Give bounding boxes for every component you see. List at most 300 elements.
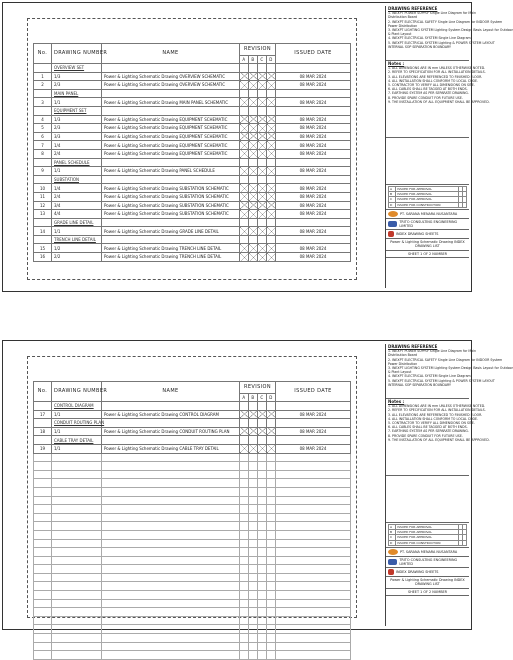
group-name-cell: [102, 89, 240, 98]
reference-line: Power Distribution: [388, 361, 418, 366]
blank-row: [34, 599, 351, 608]
rev-col-b: B: [249, 394, 258, 402]
blank-cell: [52, 462, 102, 471]
revision-cross-mark: [240, 167, 249, 176]
note-line: 4. ALL INSTALLATION SHALL CONFORM TO LOCAL CODE.: [388, 416, 479, 421]
blank-cell: [240, 453, 249, 462]
row-drawing-number: 2/3: [52, 124, 102, 133]
row-name: Power & Lighting Schematic Drawing CONTROL DIAGRAM: [102, 410, 240, 419]
revision-cross-mark: [258, 427, 267, 436]
revision-cross-mark: [267, 141, 276, 150]
client-logo-row: [386, 568, 469, 577]
blank-row: [34, 470, 351, 479]
revision-cross-mark: [240, 72, 249, 81]
revision-cell: [267, 89, 276, 98]
row-no: 18: [34, 427, 52, 436]
group-date-cell: [276, 158, 351, 167]
row-issued-date: 08 MAR 2024: [276, 98, 351, 107]
blank-row: [34, 479, 351, 488]
blank-cell: [34, 513, 52, 522]
group-name-cell: [102, 419, 240, 428]
row-no: 13: [34, 210, 52, 219]
col-no: No.: [34, 44, 52, 64]
blank-cell: [34, 616, 52, 625]
consultant-logo-icon: [388, 559, 397, 565]
blank-row: [34, 487, 351, 496]
blank-cell: [267, 582, 276, 591]
row-issued-date: 08 MAR 2024: [276, 253, 351, 262]
blank-cell: [276, 608, 351, 617]
revision-cross-mark: [258, 115, 267, 124]
blank-cell: [52, 556, 102, 565]
row-issued-date: 08 MAR 2024: [276, 192, 351, 201]
blank-cell: [102, 591, 240, 600]
col-issued-date: ISSUED DATE: [276, 382, 351, 402]
blank-cell: [34, 479, 52, 488]
revision-cross-mark: [267, 410, 276, 419]
group-label: CABLE TRAY DETAIL: [52, 436, 102, 445]
row-drawing-number: 1/4: [52, 141, 102, 150]
revision-cross-mark: [258, 81, 267, 90]
blank-cell: [276, 599, 351, 608]
row-no: 19: [34, 444, 52, 453]
revision-cross-mark: [258, 444, 267, 453]
group-date-cell: [276, 64, 351, 73]
row-issued-date: 08 MAR 2024: [276, 210, 351, 219]
company-name: PT. SARANA MENARA NUSANTARA: [400, 549, 458, 554]
revision-cross-mark: [240, 253, 249, 262]
note-line: 2. REFER TO SPECIFICATION FOR ALL INSTALLATION DETAILS.: [388, 408, 486, 413]
reference-line: Distribution Board: [388, 353, 417, 358]
blank-cell: [267, 548, 276, 557]
revision-cross-mark: [267, 244, 276, 253]
drawing-index-table: [33, 43, 351, 262]
group-label: CONTROL DIAGRAM: [52, 402, 102, 411]
note-line: 6. ALL CABLES SHALL BE TAGGED AT BOTH ENDS.: [388, 425, 468, 430]
blank-cell: [102, 479, 240, 488]
blank-row: [34, 453, 351, 462]
row-no: 8: [34, 149, 52, 158]
blank-cell: [258, 462, 267, 471]
row-name: Power & Lighting Schematic Drawing CABLE TRAY DETAIL: [102, 444, 240, 453]
blank-cell: [258, 616, 267, 625]
row-name: Power & Lighting Schematic Drawing SUBSTATION SCHEMATIC: [102, 192, 240, 201]
blank-row: [34, 642, 351, 651]
group-no-cell: [34, 235, 52, 244]
group-row: [34, 175, 351, 184]
row-name: Power & Lighting Schematic Drawing EQUIPMENT SCHEMATIC: [102, 149, 240, 158]
table-row: [34, 124, 351, 133]
group-no-cell: [34, 106, 52, 115]
revision-cross-mark: [240, 244, 249, 253]
revision-cross-mark: [240, 184, 249, 193]
blank-cell: [240, 582, 249, 591]
row-issued-date: 08 MAR 2024: [276, 132, 351, 141]
revision-cross-mark: [240, 124, 249, 133]
row-drawing-number: 1/1: [52, 98, 102, 107]
blank-row: [34, 505, 351, 514]
blank-row: [34, 582, 351, 591]
revision-cross-mark: [267, 227, 276, 236]
revision-cross-mark: [240, 81, 249, 90]
blank-cell: [258, 556, 267, 565]
revision-chk: [462, 540, 466, 545]
revision-cell: [240, 175, 249, 184]
blank-cell: [267, 530, 276, 539]
blank-cell: [102, 634, 240, 643]
blank-cell: [249, 591, 258, 600]
group-name-cell: [102, 402, 240, 411]
row-drawing-number: 1/1: [52, 410, 102, 419]
blank-cell: [276, 634, 351, 643]
blank-cell: [240, 591, 249, 600]
blank-cell: [267, 513, 276, 522]
consultant-name: TRITO CONSULTING ENGINEERING LIMITED: [399, 219, 458, 229]
blank-row: [34, 530, 351, 539]
blank-cell: [267, 462, 276, 471]
group-label: MAIN PANEL: [52, 89, 102, 98]
table-row: [34, 192, 351, 201]
group-date-cell: [276, 419, 351, 428]
blank-cell: [276, 530, 351, 539]
revision-cross-mark: [258, 141, 267, 150]
note-line: 5. CONTRACTOR TO VERIFY ALL DIMENSIONS ON SITE.: [388, 421, 475, 426]
row-name: Power & Lighting Schematic Drawing EQUIPMENT SCHEMATIC: [102, 124, 240, 133]
revision-cell: [240, 64, 249, 73]
revision-cross-mark: [258, 149, 267, 158]
reference-line: 1. INEXPT POWER SUPPLY Single Line Diagram for Main: [388, 11, 476, 16]
blank-row: [34, 496, 351, 505]
group-date-cell: [276, 218, 351, 227]
revision-cell: [249, 64, 258, 73]
row-drawing-number: 3/3: [52, 132, 102, 141]
index-frame: [27, 356, 357, 618]
consultant-logo-icon: [388, 221, 397, 227]
blank-cell: [267, 479, 276, 488]
group-date-cell: [276, 106, 351, 115]
group-name-cell: [102, 175, 240, 184]
blank-cell: [240, 573, 249, 582]
group-no-cell: [34, 89, 52, 98]
revision-cell: [240, 436, 249, 445]
blank-cell: [34, 599, 52, 608]
blank-cell: [249, 616, 258, 625]
revision-cell: [240, 158, 249, 167]
blank-cell: [52, 608, 102, 617]
drawing-reference-title: DRAWING REFERENCE: [388, 344, 438, 349]
blank-cell: [52, 522, 102, 531]
row-no: 12: [34, 201, 52, 210]
revision-cross-mark: [240, 141, 249, 150]
blank-cell: [276, 556, 351, 565]
group-label: GRADE LINE DETAIL: [52, 218, 102, 227]
blank-cell: [249, 548, 258, 557]
revision-cell: [267, 436, 276, 445]
blank-cell: [34, 608, 52, 617]
blank-cell: [34, 522, 52, 531]
revision-cell: [240, 89, 249, 98]
row-issued-date: 08 MAR 2024: [276, 72, 351, 81]
blank-cell: [267, 496, 276, 505]
revision-cross-mark: [240, 132, 249, 141]
revision-cross-mark: [249, 132, 258, 141]
blank-cell: [267, 608, 276, 617]
revision-cell: [249, 218, 258, 227]
revision-cell: [249, 402, 258, 411]
blank-cell: [34, 573, 52, 582]
row-drawing-number: 1/3: [52, 72, 102, 81]
note-line: 4. ALL INSTALLATION SHALL CONFORM TO LOCAL CODE.: [388, 78, 479, 83]
row-drawing-number: 3/4: [52, 201, 102, 210]
group-no-cell: [34, 218, 52, 227]
revision-cross-mark: [240, 427, 249, 436]
blank-cell: [267, 505, 276, 514]
revision-cell: [267, 175, 276, 184]
blank-cell: [249, 530, 258, 539]
row-drawing-number: 2/4: [52, 149, 102, 158]
revision-cross-mark: [249, 192, 258, 201]
table-row: [34, 444, 351, 453]
blank-cell: [52, 548, 102, 557]
group-no-cell: [34, 402, 52, 411]
blank-cell: [52, 539, 102, 548]
revision-cell: [258, 402, 267, 411]
blank-cell: [276, 625, 351, 634]
blank-cell: [258, 548, 267, 557]
revision-cross-mark: [249, 141, 258, 150]
revision-cross-mark: [258, 184, 267, 193]
row-drawing-number: 1/2: [52, 244, 102, 253]
row-drawing-number: 1/1: [52, 444, 102, 453]
group-row: [34, 106, 351, 115]
blank-cell: [34, 548, 52, 557]
row-no: 16: [34, 253, 52, 262]
blank-cell: [249, 582, 258, 591]
notes-title: Notes :: [388, 61, 405, 66]
blank-cell: [102, 556, 240, 565]
blank-cell: [102, 582, 240, 591]
blank-cell: [34, 565, 52, 574]
reference-line: Distribution Board: [388, 15, 417, 20]
company-logo-row: [386, 548, 469, 557]
revision-table: [388, 186, 467, 208]
note-line: 3. ALL ELEVATIONS ARE REFERENCED TO FINISHED FLOOR.: [388, 412, 483, 417]
blank-cell: [240, 539, 249, 548]
revision-cross-mark: [240, 98, 249, 107]
blank-cell: [276, 453, 351, 462]
blank-cell: [240, 616, 249, 625]
row-no: 2: [34, 81, 52, 90]
blank-cell: [102, 487, 240, 496]
revision-cross-mark: [249, 201, 258, 210]
revision-cross-mark: [258, 201, 267, 210]
blank-cell: [267, 573, 276, 582]
revision-cell: [249, 89, 258, 98]
row-issued-date: 08 MAR 2024: [276, 184, 351, 193]
blank-cell: [258, 625, 267, 634]
row-drawing-number: 4/4: [52, 210, 102, 219]
blank-cell: [52, 616, 102, 625]
blank-cell: [258, 642, 267, 651]
revision-cross-mark: [258, 192, 267, 201]
blank-cell: [267, 565, 276, 574]
notes-block: [386, 61, 490, 138]
rev-col-a: A: [240, 56, 249, 64]
blank-cell: [102, 642, 240, 651]
revision-cell: [240, 218, 249, 227]
revision-cross-mark: [240, 149, 249, 158]
blank-cell: [102, 565, 240, 574]
blank-row: [34, 573, 351, 582]
revision-letter: C: [389, 197, 396, 202]
revision-cell: [249, 158, 258, 167]
blank-cell: [276, 462, 351, 471]
row-issued-date: 08 MAR 2024: [276, 444, 351, 453]
blank-cell: [249, 505, 258, 514]
revision-cross-mark: [240, 410, 249, 419]
notes-title: Notes :: [388, 399, 405, 404]
blank-cell: [276, 582, 351, 591]
revision-cross-mark: [267, 81, 276, 90]
col-revision: REVISION: [240, 382, 276, 394]
revision-cross-mark: [240, 227, 249, 236]
table-row: [34, 244, 351, 253]
blank-cell: [258, 505, 267, 514]
revision-cross-mark: [267, 115, 276, 124]
revision-letter: C: [389, 535, 396, 540]
row-no: 4: [34, 115, 52, 124]
revision-table-block: [386, 185, 469, 210]
blank-row: [34, 548, 351, 557]
blank-cell: [276, 505, 351, 514]
blank-cell: [276, 565, 351, 574]
table-row: [34, 253, 351, 262]
revision-cross-mark: [249, 184, 258, 193]
blank-cell: [52, 634, 102, 643]
blank-cell: [102, 470, 240, 479]
revision-cross-mark: [249, 167, 258, 176]
drawing-reference-lines: [388, 349, 513, 387]
revision-cross-mark: [249, 115, 258, 124]
blank-cell: [249, 479, 258, 488]
revision-cell: [267, 106, 276, 115]
row-no: 7: [34, 141, 52, 150]
table-row: [34, 167, 351, 176]
blank-cell: [52, 513, 102, 522]
group-name-cell: [102, 64, 240, 73]
drawing-sheet-2: [2, 340, 513, 630]
row-issued-date: 08 MAR 2024: [276, 149, 351, 158]
group-name-cell: [102, 158, 240, 167]
revision-cross-mark: [267, 124, 276, 133]
blank-cell: [240, 462, 249, 471]
revision-cell: [258, 175, 267, 184]
revision-cross-mark: [240, 444, 249, 453]
blank-cell: [249, 573, 258, 582]
table-row: [34, 72, 351, 81]
blank-cell: [240, 479, 249, 488]
reference-line: 2. INEXPT ELECTRICAL SAFETY Single Line Diagram for INDOOR System: [388, 357, 503, 362]
revision-cross-mark: [249, 244, 258, 253]
client-logo-row: [386, 230, 469, 239]
blank-cell: [34, 634, 52, 643]
revision-cross-mark: [267, 149, 276, 158]
blank-cell: [240, 556, 249, 565]
table-row: [34, 98, 351, 107]
blank-cell: [102, 530, 240, 539]
col-no: No.: [34, 382, 52, 402]
revision-cross-mark: [249, 98, 258, 107]
note-line: 3. ALL ELEVATIONS ARE REFERENCED TO FINISHED FLOOR.: [388, 74, 483, 79]
blank-cell: [258, 599, 267, 608]
blank-cell: [34, 530, 52, 539]
blank-cell: [240, 530, 249, 539]
reference-line: 1. INEXPT POWER SUPPLY Single Line Diagram for Main: [388, 349, 476, 354]
blank-cell: [249, 642, 258, 651]
drawing-reference-block: [386, 6, 513, 61]
blank-cell: [240, 496, 249, 505]
revision-cross-mark: [258, 167, 267, 176]
revision-area: [386, 138, 469, 185]
company-logo-icon: [388, 549, 398, 555]
revision-cross-mark: [267, 201, 276, 210]
blank-cell: [240, 642, 249, 651]
drawing-reference-lines: [388, 11, 513, 49]
revision-letter: A: [389, 187, 396, 192]
revision-cross-mark: [267, 444, 276, 453]
row-name: Power & Lighting Schematic Drawing TRENCH LINE DETAIL: [102, 253, 240, 262]
blank-cell: [267, 642, 276, 651]
blank-cell: [240, 599, 249, 608]
blank-cell: [52, 479, 102, 488]
blank-cell: [102, 608, 240, 617]
reference-line: & Plant Layout: [388, 32, 412, 37]
revision-cross-mark: [267, 210, 276, 219]
revision-cross-mark: [258, 253, 267, 262]
row-name: Power & Lighting Schematic Drawing OVERVIEW SCHEMATIC: [102, 81, 240, 90]
blank-cell: [258, 522, 267, 531]
blank-cell: [34, 496, 52, 505]
drawing-reference-block: [386, 344, 513, 399]
note-line: 9. THE INSTALLATION OF ALL EQUIPMENT SHALL BE APPROVED.: [388, 437, 490, 442]
blank-cell: [240, 487, 249, 496]
revision-letter: D: [389, 540, 396, 545]
blank-cell: [249, 487, 258, 496]
blank-cell: [240, 608, 249, 617]
blank-cell: [102, 573, 240, 582]
blank-cell: [102, 522, 240, 531]
revision-cross-mark: [258, 98, 267, 107]
note-line: 7. EARTHING SYSTEM AS PER SEPARATE DRAWING.: [388, 429, 469, 434]
revision-cross-mark: [240, 201, 249, 210]
revision-cross-mark: [249, 72, 258, 81]
revision-cross-mark: [249, 81, 258, 90]
revision-description: ISSUED FOR CONSTRUCTION: [396, 540, 459, 545]
consultant-logo-row: [386, 557, 469, 568]
blank-row: [34, 625, 351, 634]
blank-cell: [276, 470, 351, 479]
revision-cell: [240, 419, 249, 428]
group-date-cell: [276, 235, 351, 244]
blank-cell: [267, 539, 276, 548]
revision-cell: [258, 218, 267, 227]
note-line: 8. PROVIDE SPARE CONDUIT FOR FUTURE USE.: [388, 433, 463, 438]
blank-cell: [34, 642, 52, 651]
group-no-cell: [34, 419, 52, 428]
note-line: 1. ALL DIMENSIONS ARE IN mm UNLESS OTHERWISE NOTED.: [388, 404, 486, 409]
blank-cell: [249, 462, 258, 471]
note-line: 2. REFER TO SPECIFICATION FOR ALL INSTALLATION DETAILS.: [388, 70, 486, 75]
